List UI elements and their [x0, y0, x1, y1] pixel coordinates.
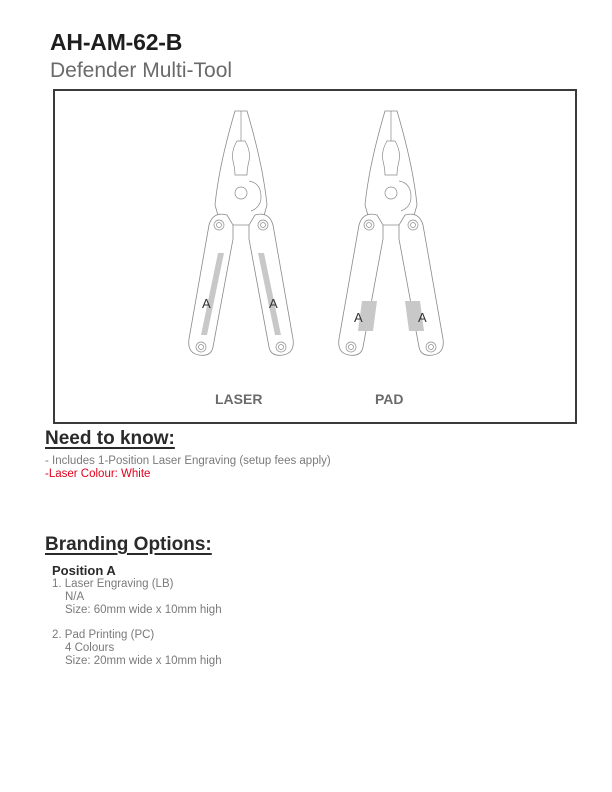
- need-to-know-heading: Need to know:: [45, 428, 175, 449]
- multitool-laser-view: [189, 111, 294, 355]
- product-name: Defender Multi-Tool: [50, 59, 233, 82]
- product-illustration-frame: [53, 89, 577, 424]
- laser-marker-left: A: [202, 296, 211, 311]
- option-size: Size: 60mm wide x 10mm high: [65, 604, 222, 616]
- pad-caption: PAD: [375, 391, 404, 407]
- laser-marker-right: A: [269, 296, 278, 311]
- pad-marker-left: A: [354, 310, 363, 325]
- position-label: Position A: [52, 563, 116, 578]
- option-size: Size: 20mm wide x 10mm high: [65, 655, 222, 667]
- option-detail: N/A: [65, 591, 85, 603]
- option-title: 2. Pad Printing (PC): [52, 629, 155, 641]
- branding-options-heading: Branding Options:: [45, 534, 212, 555]
- laser-caption: LASER: [215, 391, 263, 407]
- product-code: AH-AM-62-B: [50, 29, 183, 55]
- need-to-know-item: - Includes 1-Position Laser Engraving (setup fees apply): [45, 455, 331, 467]
- option-title: 1. Laser Engraving (LB): [52, 578, 174, 590]
- laser-colour-note: -Laser Colour: White: [45, 468, 151, 480]
- multitool-illustration: [55, 91, 575, 422]
- option-detail: 4 Colours: [65, 642, 115, 654]
- pad-marker-right: A: [418, 310, 427, 325]
